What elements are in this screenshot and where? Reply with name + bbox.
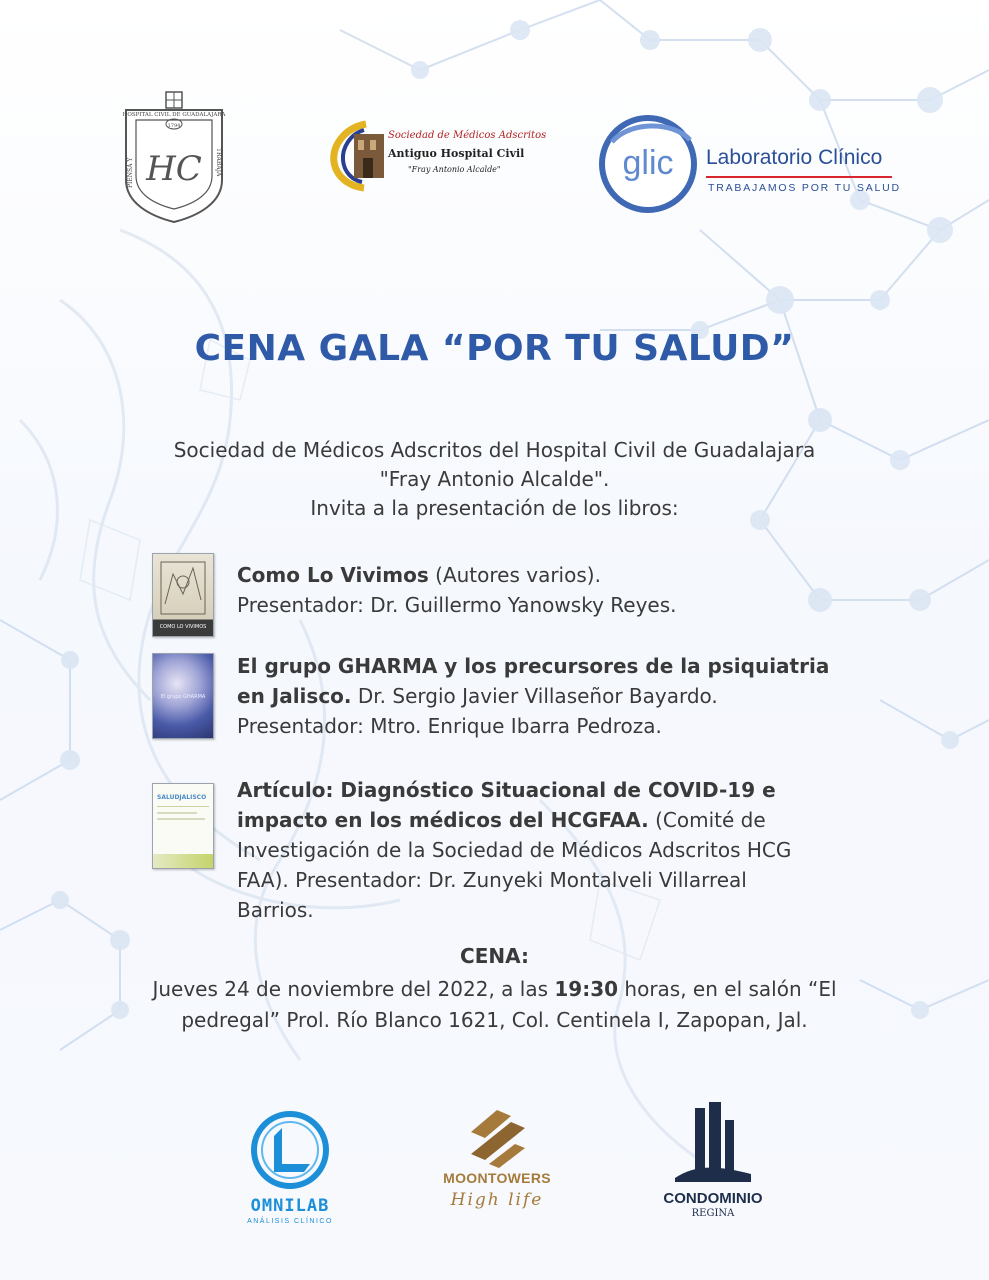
- book-cover-3-line-a: [157, 812, 197, 814]
- book-cover-2: [152, 653, 214, 739]
- glic-red-rule: [706, 176, 892, 178]
- book-3-presenter-end: Barrios.: [237, 898, 314, 922]
- book-3-authors-start: (Comité de: [648, 808, 766, 832]
- seal-year: 1794: [167, 123, 181, 129]
- omnilab-logo: [220, 1106, 360, 1236]
- glic-lab-name: Laboratorio Clínico: [706, 146, 883, 169]
- omnilab-l-icon: [248, 1108, 332, 1192]
- regina-name: CONDOMINIO: [663, 1190, 763, 1207]
- seal-arc-text: HOSPITAL CIVIL DE GUADALAJARA: [122, 112, 226, 118]
- book-2-author: Dr. Sergio Javier Villaseñor Bayardo.: [351, 684, 718, 708]
- seal-monogram: HC: [146, 149, 202, 189]
- glic-lab-tagline: TRABAJAMOS POR TU SALUD: [708, 182, 901, 194]
- book-3-authors-line: Investigación de la Sociedad de Médicos Adscritos HCG: [237, 838, 792, 862]
- book-entry-2: [237, 651, 887, 741]
- glic-mark-icon: [598, 112, 702, 216]
- cena-venue-start: horas, en el salón “El: [618, 977, 837, 1001]
- cena-heading: CENA:: [460, 944, 529, 968]
- moontowers-logo: [422, 1108, 572, 1228]
- book-cover-3-rule: [157, 806, 209, 807]
- seal-left-text: PIENSA Y: [127, 157, 134, 188]
- book-cover-1-title: COMO LO VIVIMOS: [159, 624, 207, 630]
- book-2-presenter: Presentador: Mtro. Enrique Ibarra Pedroza.: [237, 714, 662, 738]
- book-1-authors: (Autores varios).: [428, 563, 601, 587]
- book-2-title-line2: en Jalisco.: [237, 684, 352, 708]
- omnilab-sub: ANÁLISIS CLÍNICO: [247, 1218, 333, 1225]
- hospital-facade-icon: [330, 120, 386, 192]
- cena-date: Jueves 24 de noviembre del 2022, a las: [152, 977, 555, 1001]
- intro-line-2: "Fray Antonio Alcalde".: [379, 467, 610, 491]
- book-1-title: Como Lo Vivimos: [237, 563, 429, 587]
- cena-time: 19:30: [554, 977, 619, 1001]
- omnilab-name: OMNILAB: [250, 1196, 330, 1216]
- seal-right-text: TRABAJA: [215, 148, 222, 177]
- society-logo-line3: "Fray Antonio Alcalde": [408, 165, 501, 174]
- book-entry-1: [237, 560, 887, 620]
- book-cover-1-sketch-icon: [153, 554, 213, 620]
- regina-sub: REGINA: [691, 1208, 735, 1219]
- book-cover-3-line-b: [157, 818, 205, 820]
- glic-lab-logo: [598, 112, 901, 216]
- book-cover-2-title: El grupo GHARMA: [160, 694, 206, 700]
- moontowers-chevron-icon: [467, 1108, 527, 1170]
- book-cover-3: [152, 783, 214, 869]
- cena-details: [0, 974, 989, 1036]
- book-cover-3-title: SALUDJALISCO: [157, 794, 207, 801]
- moontowers-sub: High life: [450, 1190, 544, 1210]
- book-2-title-line1: El grupo GHARMA y los precursores de la psiquiatria: [237, 654, 830, 678]
- book-3-presenter-line: FAA). Presentador: Dr. Zunyeki Montalveli Villarreal: [237, 868, 747, 892]
- intro-block: [0, 436, 989, 523]
- intro-line-1: Sociedad de Médicos Adscritos del Hospital Civil de Guadalajara: [173, 438, 816, 462]
- book-entry-3: [237, 775, 887, 925]
- book-3-title-line1: Artículo: Diagnóstico Situacional de COVID-19 e: [237, 778, 776, 802]
- book-cover-3-band: [153, 854, 213, 868]
- condominio-regina-logo: [643, 1102, 783, 1228]
- society-logo: [330, 120, 547, 192]
- glic-mark-text: glic: [622, 144, 674, 182]
- intro-line-3: Invita a la presentación de los libros:: [310, 496, 679, 520]
- society-logo-line2: Antiguo Hospital Civil: [388, 147, 525, 160]
- cena-address: pedregal” Prol. Río Blanco 1621, Col. Centinela I, Zapopan, Jal.: [181, 1008, 808, 1032]
- book-3-title-line2: impacto en los médicos del HCGFAA.: [237, 808, 649, 832]
- page-title: CENA GALA “POR TU SALUD”: [194, 328, 795, 369]
- book-1-presenter: Presentador: Dr. Guillermo Yanowsky Reyes.: [237, 593, 677, 617]
- society-logo-line1: Sociedad de Médicos Adscritos: [388, 130, 547, 141]
- moontowers-name: MOONTOWERS: [443, 1170, 551, 1186]
- book-cover-1: [152, 553, 214, 637]
- hospital-civil-seal-icon: [118, 88, 230, 224]
- towers-skyline-icon: [673, 1102, 753, 1186]
